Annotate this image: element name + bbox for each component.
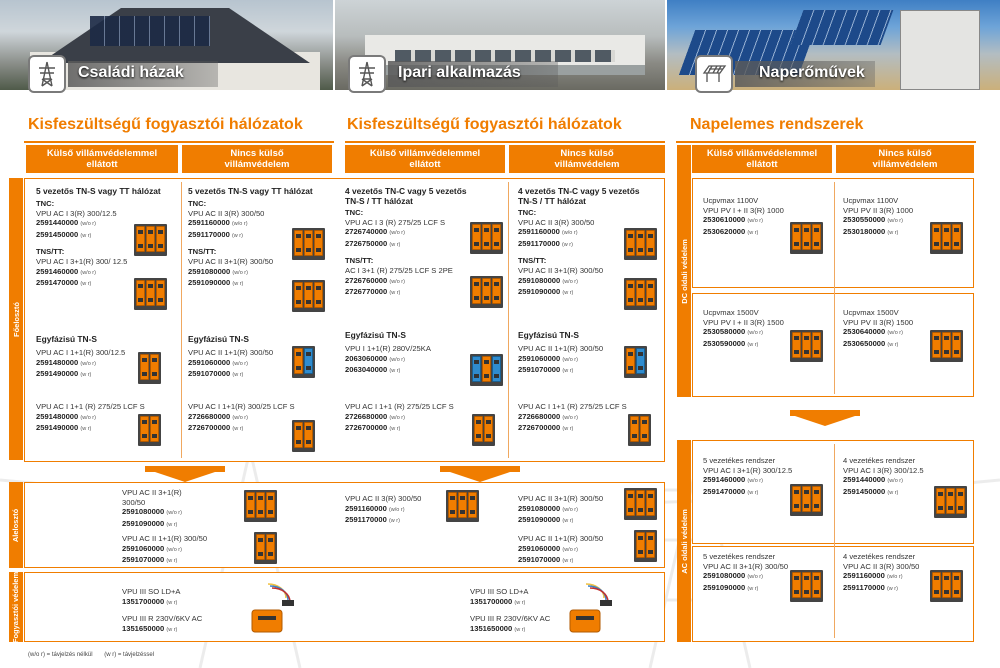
surge-protector-icon: [292, 420, 315, 453]
surge-protector-icon: [470, 222, 503, 255]
surge-protector-icon: [790, 570, 823, 603]
surge-protector-icon: [628, 414, 651, 447]
surge-protector-icon: [930, 570, 963, 603]
product-block: 4 vezetékes rendszer VPU AC I 3(R) 300/12.5 2591440000 (w/o r) 2591450000 (w r): [843, 456, 924, 496]
product-block: VPU III SO LD+A 1351700000 (w r) VPU III R 230V/6KV AC 1351650000 (w r): [122, 587, 203, 633]
surge-protector-icon: [624, 228, 657, 261]
surge-protector-icon: [934, 486, 967, 519]
left-section-title: Kisfeszültségű fogyasztói hálózatok: [28, 116, 303, 133]
product-block: VPU AC II 3+1(R) 300/50 2591080000 (w/o r) 2591090000 (w r): [122, 488, 182, 528]
down-arrow: [450, 472, 510, 482]
plug-in-surge-module-icon: [248, 580, 298, 641]
middle-section-title: Kisfeszültségű fogyasztói hálózatok: [347, 116, 622, 133]
product-block: Ucpvmax 1500V VPU PV II 3(R) 1500 2530640000 (w/o r) 2530650000 (w r): [843, 308, 914, 348]
segment-solar-plants: [697, 58, 875, 90]
product-block: VPU AC II 1+1(R) 300/50 2591060000 (w/o r) 2591070000 (w r): [518, 534, 604, 565]
product-block: VPU AC I 1+1 (R) 275/25 LCF S 2726680000 (w/o r) 2726700000 (w r): [345, 402, 454, 433]
left-title-rule: [24, 141, 334, 143]
surge-protector-icon: [244, 490, 277, 523]
product-block: Ucpvmax 1100V VPU PV I + II 3(R) 1000 2530610000 (w/o r) 2530620000 (w r): [703, 196, 784, 236]
colhead-no-external-protection: Nincs külső villámvédelem: [836, 145, 974, 173]
right-title-rule: [676, 141, 976, 143]
surge-protector-icon: [446, 490, 479, 523]
down-arrow: [795, 416, 855, 426]
pylon-icon: [30, 57, 64, 91]
surge-protector-icon: [292, 228, 325, 261]
product-block: VPU AC II 3(R) 300/50 2591160000 (w/o r) 2591170000 (w r): [345, 494, 422, 525]
pv-surge-protector-icon: [930, 222, 963, 255]
surge-protector-icon: [624, 346, 647, 379]
surge-protector-icon: [292, 346, 315, 379]
product-block: 5 vezetékes rendszer VPU AC II 3+1(R) 300/50 2591080000 (w/o r) 2591090000 (w r): [703, 552, 789, 592]
product-block: VPU AC I 1+1 (R) 275/25 LCF S 2726680000 (w/o r) 2726700000 (w r): [518, 402, 627, 433]
right-section-title: Napelemes rendszerek: [690, 116, 864, 133]
segment-label: Családi házak: [68, 61, 218, 87]
product-block: 5 vezetékes rendszer VPU AC I 3+1(R) 300/12.5 2591460000 (w/o r) 2591470000 (w r): [703, 456, 793, 496]
colhead-external-protection: Külső villámvédelemmel ellátott: [692, 145, 832, 173]
product-block: 5 vezetős TN-S vagy TT hálózat TNC: VPU AC II 3(R) 300/50 2591160000 (w/o r) 2591170000 (w r) TNS/TT: VPU AC II 3+1(R) 300/50 2591080000 (w/o r) 2591090000 (w r): [188, 186, 313, 288]
surge-protector-icon: [292, 280, 325, 313]
product-block: Egyfázisú TN-S VPU I 1+1(R) 280V/25KA 2063060000 (w/o r) 2063040000 (w r): [345, 330, 431, 375]
product-block: Egyfázisú TN-S VPU AC II 1+1(R) 300/50 2591060000 (w/o r) 2591070000 (w r): [188, 334, 274, 379]
pv-surge-protector-icon: [790, 222, 823, 255]
pv-surge-protector-icon: [930, 330, 963, 363]
product-block: VPU AC I 1+1 (R) 275/25 LCF S 2591480000 (w/o r) 2591490000 (w r): [36, 402, 145, 433]
segment-family-houses: [30, 58, 218, 90]
photo-banner: [0, 0, 1000, 90]
product-block: VPU AC II 1+1(R) 300/50 2591060000 (w/o r) 2591070000 (w r): [122, 534, 208, 565]
solar-panel-icon: [697, 57, 731, 91]
segment-label: Naperőművek: [735, 61, 875, 87]
down-arrow: [155, 472, 215, 482]
side-label-main-distribution: Főelosztó: [9, 178, 23, 460]
colhead-no-external-protection: Nincs külső villámvédelem: [509, 145, 665, 173]
colhead-external-protection: Külső villámvédelemmel ellátott: [26, 145, 178, 173]
segment-label: Ipari alkalmazás: [388, 61, 558, 87]
surge-protector-icon: [472, 414, 495, 447]
pv-surge-protector-icon: [790, 330, 823, 363]
product-block: 4 vezetős TN-C vagy 5 vezetős TN-S / TT hálózat TNC: VPU AC II 3(R) 300/50 2591160000 (w/o r) 2591170000 (w r) TNS/TT: VPU AC II 3+1(R) 300/50 2591080000 (w/o r) 2591090000 (w r): [518, 186, 640, 297]
side-label-dc-protection: DC oldali védelem: [677, 145, 691, 397]
colhead-external-protection: Külső villámvédelemmel ellátott: [345, 145, 505, 173]
surge-protector-icon: [138, 352, 161, 385]
surge-protector-icon: [254, 532, 277, 565]
surge-protector-icon: [134, 278, 167, 311]
surge-protector-icon: [624, 278, 657, 311]
product-block: Egyfázisú TN-S VPU AC II 1+1(R) 300/50 2591060000 (w/o r) 2591070000 (w r): [518, 330, 604, 375]
side-label-consumer-protection: Fogyasztói védelem: [9, 572, 23, 642]
product-block: VPU AC II 3+1(R) 300/50 2591080000 (w/o r) 2591090000 (w r): [518, 494, 604, 525]
product-block: Ucpvmax 1100V VPU PV II 3(R) 1000 2530550000 (w/o r) 2530180000 (w r): [843, 196, 914, 236]
product-block: Ucpvmax 1500V VPU PV I + II 3(R) 1500 2530580000 (w/o r) 2530590000 (w r): [703, 308, 784, 348]
plug-in-surge-module-icon: [566, 580, 616, 641]
surge-protector-icon: [790, 484, 823, 517]
side-label-ac-protection: AC oldali védelem: [677, 440, 691, 642]
side-label-sub-distribution: Alelosztó: [9, 482, 23, 568]
surge-protector-icon: [134, 224, 167, 257]
product-block: VPU AC I 1+1(R) 300/25 LCF S 2726680000 (w/o r) 2726700000 (w r): [188, 402, 295, 433]
colhead-no-external-protection: Nincs külső villámvédelem: [182, 145, 332, 173]
product-block: 4 vezetős TN-C vagy 5 vezetős TN-S / TT hálózat TNC: VPU AC I 3 (R) 275/25 LCF S 2726740000 (w/o r) 2726750000 (w r) TNS/TT: AC I 3+1 (R) 275/25 LCF S 2PE 2726760000 (w/o r) 2726770000 (w r): [345, 186, 467, 297]
pylon-icon: [350, 57, 384, 91]
surge-protector-icon: [470, 354, 503, 387]
product-block: VPU III SO LD+A 1351700000 (w r) VPU III R 230V/6KV AC 1351650000 (w r): [470, 587, 551, 633]
middle-title-rule: [345, 141, 665, 143]
footnote-legend: (w/o r) = távjelzés nélkül (w r) = távjelzéssel: [28, 652, 155, 658]
product-block: 4 vezetékes rendszer VPU AC II 3(R) 300/50 2591160000 (w/o r) 2591170000 (w r): [843, 552, 920, 592]
surge-protector-icon: [634, 530, 657, 563]
segment-industrial: [350, 58, 558, 90]
surge-protector-icon: [470, 276, 503, 309]
surge-protector-icon: [624, 488, 657, 521]
product-block: 5 vezetős TN-S vagy TT hálózat TNC: VPU AC I 3(R) 300/12.5 2591440000 (w/o r) 2591450000 (w r) TNS/TT: VPU AC I 3+1(R) 300/ 12.5 2591460000 (w/o r) 2591470000 (w r): [36, 186, 161, 288]
surge-protector-icon: [138, 414, 161, 447]
product-block: Egyfázisú TN-S VPU AC I 1+1(R) 300/12.5 2591480000 (w/o r) 2591490000 (w r): [36, 334, 126, 379]
